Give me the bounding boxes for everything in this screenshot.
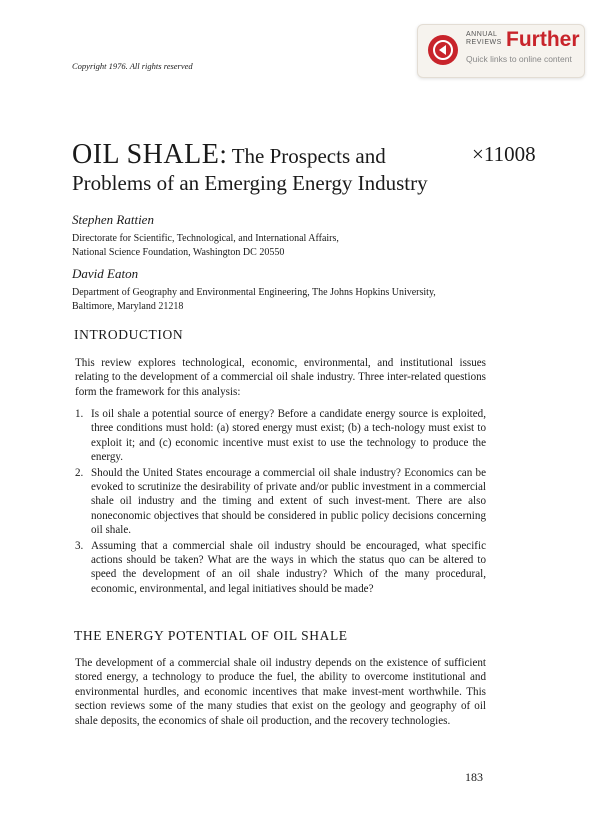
annual-reviews-further-banner[interactable]: [417, 24, 585, 78]
author-name: Stephen Rattien: [72, 212, 154, 227]
page-number: 183: [465, 770, 483, 784]
question-list: [75, 407, 486, 596]
section-heading-energy-potential: THE ENERGY POTENTIAL OF OIL SHALE: [74, 628, 348, 643]
intro-paragraph: This review explores technological, economic, environmental, and institutional issues relating to the development of a commercial oil shale industry. Three inter-related questions form the framework for this analysis:: [75, 357, 486, 398]
title-colon: :: [219, 139, 227, 169]
author-affiliation: Directorate for Scientific, Technological, and International Affairs,: [72, 233, 339, 244]
copyright-notice: Copyright 1976. All rights reserved: [72, 61, 193, 71]
list-item: 3. Assuming that a commercial shale oil industry should be encouraged, what specific actions should be taken? What are the ways in which the status quo can be altered to speed the development of an oil shale industry? Which of the many procedural, economic, environmental, and legal initiatives should be made?: [75, 539, 486, 595]
title-rest: The Prospects and: [226, 144, 386, 168]
banner-tagline: Quick links to online content: [466, 54, 572, 64]
article-title-line1: [72, 138, 386, 172]
author-affiliation: Baltimore, Maryland 21218: [72, 301, 184, 312]
article-title-line2: Problems of an Emerging Energy Industry: [72, 171, 428, 195]
article-code: ×11008: [472, 142, 536, 166]
further-label: Further: [506, 28, 580, 51]
play-back-icon: [428, 35, 458, 65]
list-item: 2. Should the United States encourage a commercial oil shale industry? Economics can be evoked to scrutinize the desirability of private and/or public investment in a commercial shale oil industry and the timing and extent of such invest-ment. There are also noneconomic objectives that should be considered in public policy decisions concerning oil shale.: [75, 466, 486, 537]
list-item: 1. Is oil shale a potential source of energy? Before a candidate energy source is exploited, three conditions must hold: (a) stored energy must exist; (b) a tech-nology must exist to exploit it; and (c) economic incentive must exist to use the technology to produce the energy.: [75, 408, 486, 464]
section-heading-introduction: INTRODUCTION: [74, 327, 184, 342]
author-affiliation: Department of Geography and Environmental Engineering, The Johns Hopkins University,: [72, 287, 436, 298]
title-main: OIL SHALE: [72, 139, 220, 170]
energy-paragraph: The development of a commercial shale oil industry depends on the existence of sufficient stored energy, a technology to produce the fuel, the ability to overcome institutional and environmental hurdles, and economic incentives that make invest-ment worthwhile. This section reviews some of the many studies that exist on the geology and geography of oil shale deposits, the economics of shale oil production, and the recovery technologies.: [75, 657, 486, 727]
annual-reviews-logo-text: ANNUAL REVIEWS: [466, 31, 502, 46]
author-affiliation: National Science Foundation, Washington DC 20550: [72, 247, 285, 258]
author-name: David Eaton: [72, 266, 139, 281]
